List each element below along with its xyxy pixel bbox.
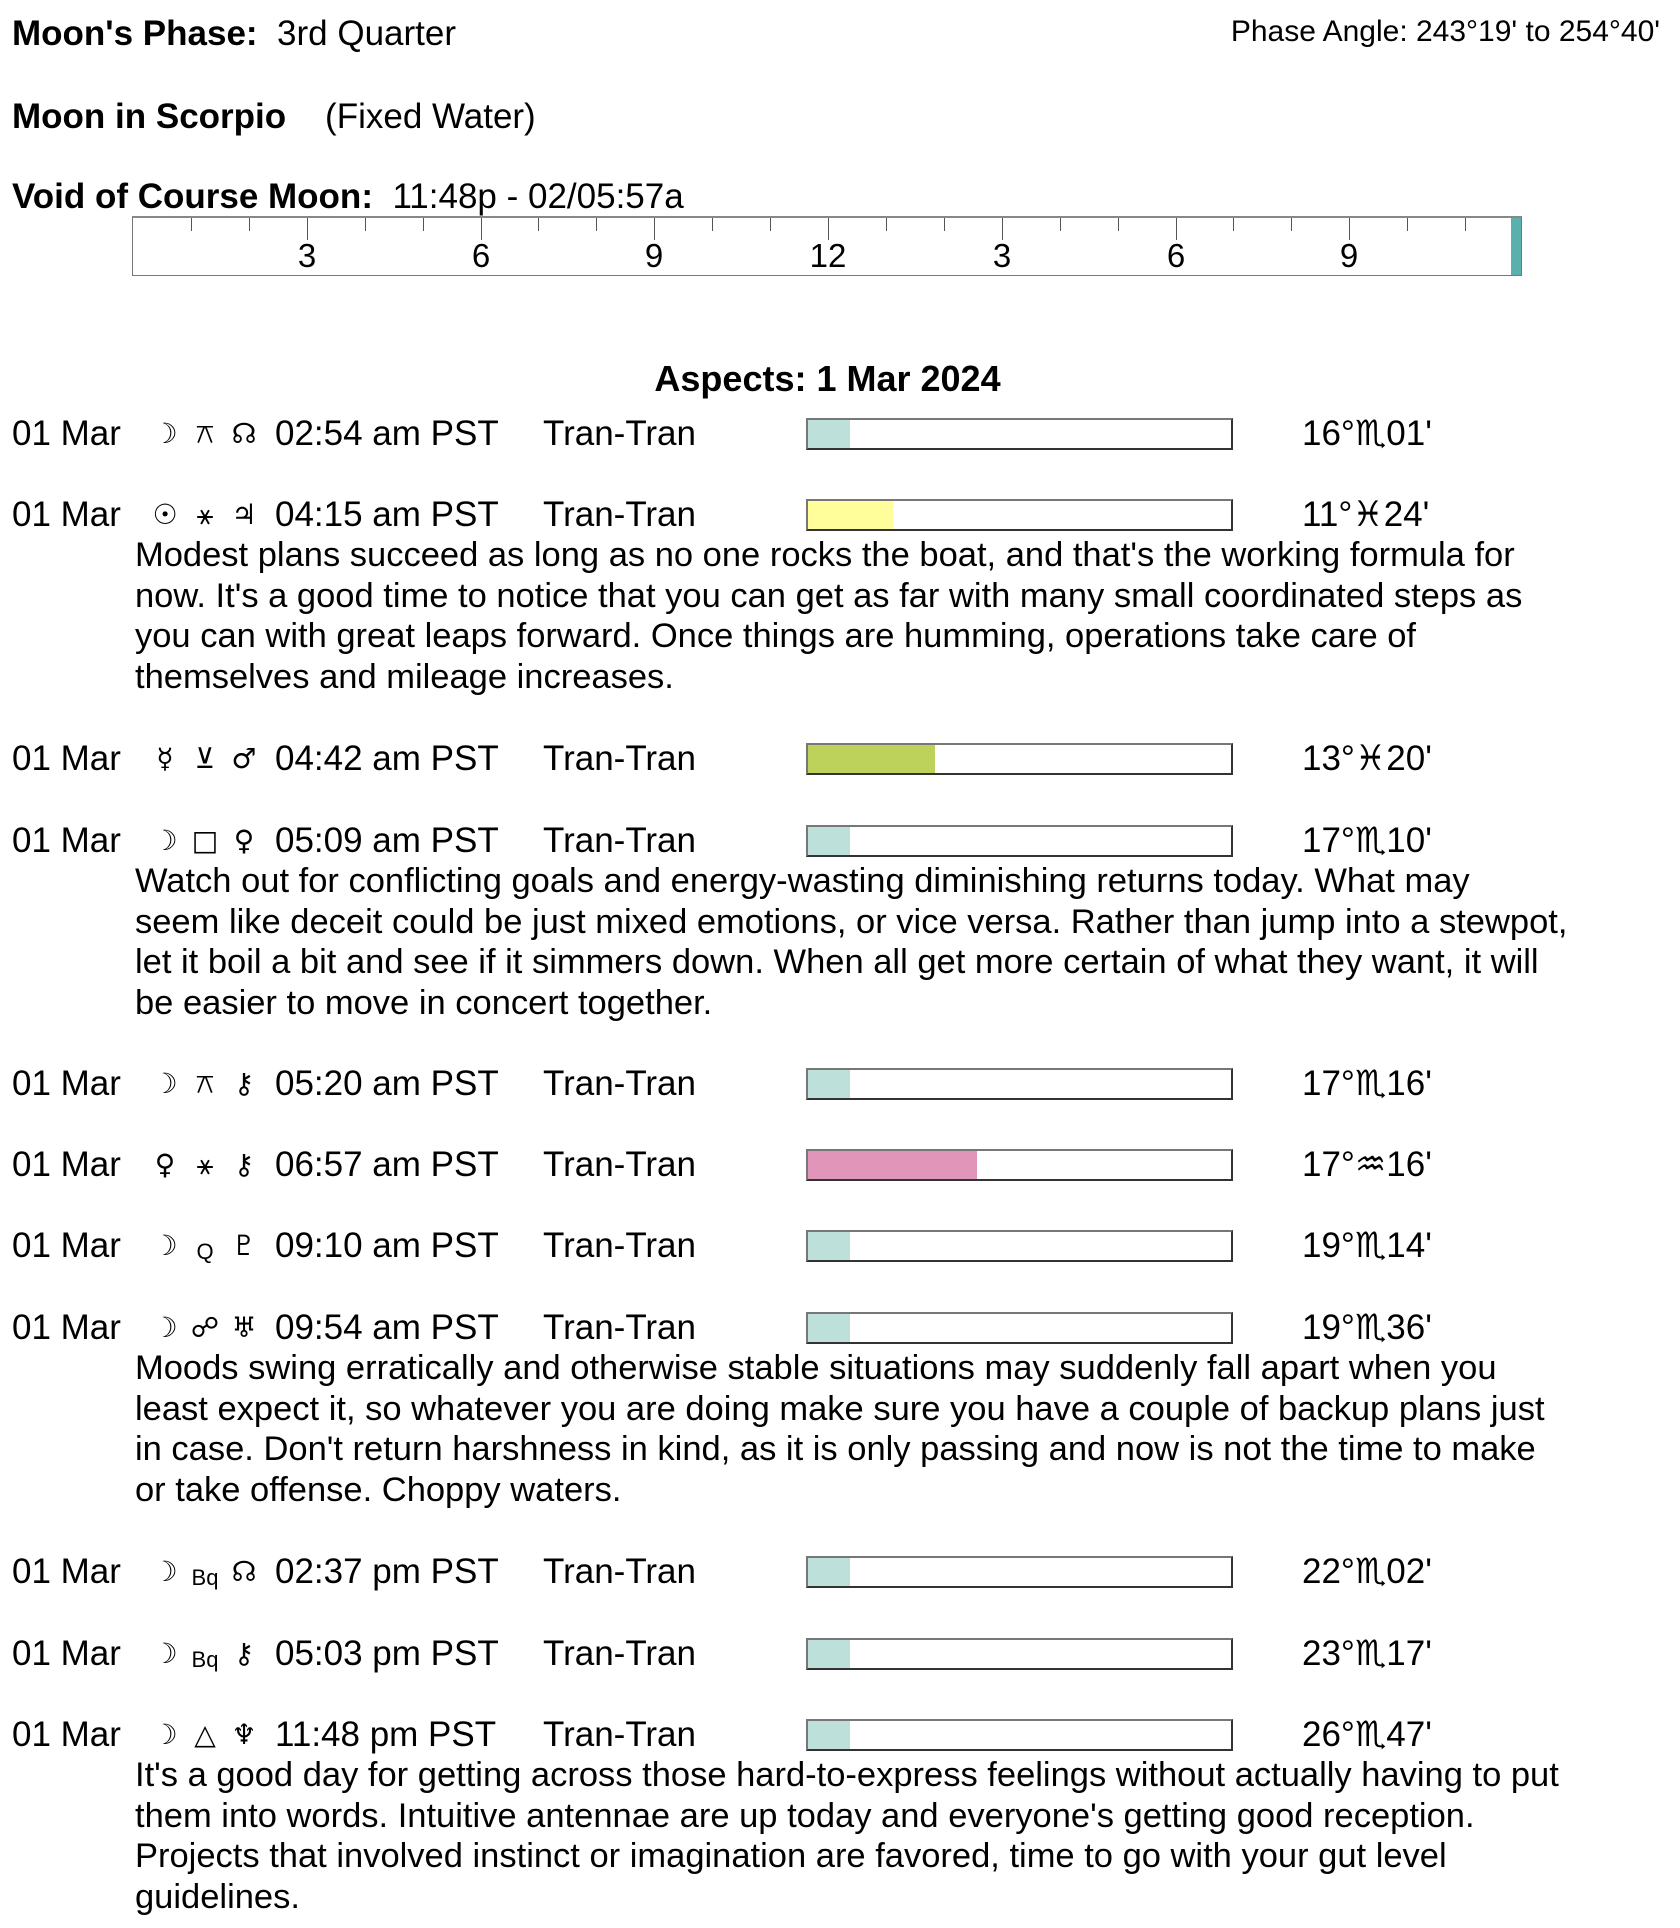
aspect-type: Tran-Tran [543, 414, 696, 453]
aspect-time: 09:10 am PST [275, 1226, 499, 1265]
aspect-time: 02:54 am PST [275, 414, 499, 453]
timeline-tick [770, 218, 771, 231]
phase-angle: Phase Angle: 243°19' to 254°40' [1230, 15, 1660, 48]
moon-phase-value: 3rd Quarter [277, 14, 457, 53]
strength-bar [806, 499, 1233, 531]
aspect-position: 17°♏10' [1302, 821, 1432, 860]
strength-bar [806, 1068, 1233, 1100]
voc-label: Void of Course Moon: [12, 177, 373, 216]
aspect-icon: ⚹ [196, 498, 214, 531]
planet-2-icon: ⚷ [233, 1148, 255, 1181]
planet-1-icon: ☽ [152, 417, 178, 450]
aspect-date: 01 Mar [12, 739, 121, 778]
aspect-position: 11°♓24' [1302, 495, 1430, 534]
aspect-time: 05:09 am PST [275, 821, 499, 860]
aspect-type: Tran-Tran [543, 1634, 696, 1673]
timeline-hour-label: 6 [1166, 237, 1186, 274]
description-line: or take offense. Choppy waters. [135, 1471, 622, 1510]
aspect-position: 26°♏47' [1302, 1715, 1432, 1754]
description-line: them into words. Intuitive antennae are up today and everyone's getting good reception. [135, 1796, 1475, 1835]
aspect-date: 01 Mar [12, 1715, 121, 1754]
aspect-position: 22°♏02' [1302, 1552, 1432, 1591]
strength-bar [806, 1719, 1233, 1751]
aspect-time: 04:15 am PST [275, 495, 499, 534]
description-line: Projects that involved instinct or imagination are favored, time to go with your gut level [135, 1837, 1447, 1876]
aspect-icon: Q [196, 1239, 214, 1264]
aspect-row [0, 414, 1680, 454]
description-line: guidelines. [135, 1878, 300, 1917]
aspect-row [0, 1308, 1680, 1348]
strength-bar-fill [808, 745, 935, 773]
timeline-tick [944, 218, 945, 231]
aspect-position: 17°♒16' [1302, 1145, 1432, 1184]
planet-1-icon: ☽ [152, 1067, 178, 1100]
aspect-row [0, 1552, 1680, 1592]
timeline-hour-label: 9 [644, 237, 664, 274]
timeline-hour-label: 3 [297, 237, 317, 274]
description-line: Moods swing erratically and otherwise stable situations may suddenly fall apart when you [135, 1349, 1497, 1387]
aspect-time: 11:48 pm PST [275, 1715, 497, 1754]
timeline-hour-label: 3 [992, 237, 1012, 274]
aspect-type: Tran-Tran [543, 1308, 696, 1347]
aspect-row [0, 739, 1680, 779]
aspect-icon: Bq [191, 1565, 219, 1590]
timeline-hour-label: 9 [1339, 237, 1359, 274]
aspect-date: 01 Mar [12, 1308, 121, 1347]
voc-value: 11:48p - 02/05:57a [392, 177, 684, 216]
timeline-tick [423, 218, 424, 231]
aspect-position: 19°♏14' [1302, 1226, 1432, 1265]
planet-2-icon: ♃ [231, 498, 257, 531]
aspect-icon: Bq [191, 1647, 219, 1672]
voc-line [12, 177, 684, 217]
aspect-time: 05:03 pm PST [275, 1634, 499, 1673]
description-line: seem like deceit could be just mixed emotions, or vice versa. Rather than jump into a stewpot, [135, 902, 1568, 941]
planet-2-icon: ☊ [231, 1555, 257, 1588]
strength-bar [806, 1149, 1233, 1181]
voc-timeline [132, 216, 1522, 276]
timeline-tick [1118, 218, 1119, 231]
planet-1-icon: ☉ [152, 498, 178, 531]
aspect-type: Tran-Tran [543, 495, 696, 534]
aspect-icon: ☍ [190, 1311, 220, 1344]
planet-2-icon: ♂ [231, 742, 257, 775]
aspect-row [0, 1634, 1680, 1674]
description-line: themselves and mileage increases. [135, 658, 674, 697]
aspect-icon: ⊻ [194, 742, 216, 775]
description-line: It's a good day for getting across those hard-to-express feelings without actually having to put [135, 1756, 1559, 1794]
strength-bar [806, 1556, 1233, 1588]
strength-bar-fill [808, 1721, 850, 1749]
strength-bar-fill [808, 1232, 850, 1260]
aspect-row [0, 495, 1680, 535]
timeline-tick [365, 218, 366, 231]
aspect-type: Tran-Tran [543, 739, 696, 778]
aspect-row [0, 1064, 1680, 1104]
aspect-position: 17°♏16' [1302, 1064, 1432, 1103]
timeline-hour-label: 6 [471, 237, 491, 274]
aspect-type: Tran-Tran [543, 1715, 696, 1754]
planet-2-icon: ☊ [231, 417, 257, 450]
planet-1-icon: ☿ [156, 742, 174, 775]
aspect-description [135, 535, 1522, 698]
description-line: let it boil a bit and see if it simmers down. When all get more certain of what they want, it will [135, 943, 1539, 982]
aspect-date: 01 Mar [12, 1634, 121, 1673]
aspect-date: 01 Mar [12, 414, 121, 453]
aspect-description [135, 1755, 1559, 1918]
planet-2-icon: ♇ [231, 1229, 257, 1262]
aspect-position: 19°♏36' [1302, 1308, 1432, 1347]
aspect-icon: ⚻ [195, 1067, 215, 1100]
aspect-type: Tran-Tran [543, 1226, 696, 1265]
aspect-time: 06:57 am PST [275, 1145, 499, 1184]
planet-2-icon: ♅ [231, 1311, 257, 1344]
timeline-tick [596, 218, 597, 231]
planet-2-icon: ♀ [233, 824, 255, 857]
aspect-time: 04:42 am PST [275, 739, 499, 778]
aspect-row [0, 821, 1680, 861]
planet-1-icon: ☽ [152, 1555, 178, 1588]
strength-bar-fill [808, 1070, 850, 1098]
timeline-tick [1060, 218, 1061, 231]
aspect-time: 09:54 am PST [275, 1308, 499, 1347]
timeline-hour-label: 12 [809, 237, 847, 274]
planet-2-icon: ⚷ [233, 1067, 255, 1100]
strength-bar [806, 1312, 1233, 1344]
aspect-icon: △ [194, 1718, 216, 1751]
aspects-title: Aspects: 1 Mar 2024 [654, 358, 1001, 399]
strength-bar [806, 418, 1233, 450]
planet-1-icon: ☽ [152, 1637, 178, 1670]
aspect-type: Tran-Tran [543, 1064, 696, 1103]
moon-phase-line [12, 14, 456, 54]
aspect-date: 01 Mar [12, 1064, 121, 1103]
aspect-time: 02:37 pm PST [275, 1552, 499, 1591]
strength-bar [806, 743, 1233, 775]
timeline-tick [1291, 218, 1292, 231]
aspect-row [0, 1226, 1680, 1266]
strength-bar-fill [808, 827, 850, 855]
planet-1-icon: ☽ [152, 1311, 178, 1344]
description-line: Modest plans succeed as long as no one rocks the boat, and that's the working formula for [135, 536, 1515, 574]
description-line: be easier to move in concert together. [135, 984, 713, 1023]
aspect-row [0, 1145, 1680, 1185]
timeline-tick [886, 218, 887, 231]
strength-bar [806, 825, 1233, 857]
description-line: now. It's a good time to notice that you can get as far with many small coordinated steps as [135, 576, 1523, 615]
strength-bar-fill [808, 1640, 850, 1668]
moon-sign-quality: (Fixed Water) [325, 97, 536, 136]
planet-1-icon: ☽ [152, 1229, 178, 1262]
aspect-icon: □ [191, 824, 219, 857]
aspect-date: 01 Mar [12, 1226, 121, 1265]
timeline-tick [191, 218, 192, 231]
aspect-row [0, 1715, 1680, 1755]
timeline-tick [249, 218, 250, 231]
aspect-date: 01 Mar [12, 1552, 121, 1591]
aspect-position: 23°♏17' [1302, 1634, 1432, 1673]
planet-2-icon: ♆ [231, 1718, 257, 1751]
moon-sign-label: Moon in Scorpio [12, 97, 287, 136]
aspect-position: 13°♓20' [1302, 739, 1432, 778]
timeline-tick [1407, 218, 1408, 231]
strength-bar-fill [808, 1558, 850, 1586]
strength-bar [806, 1638, 1233, 1670]
aspect-icon: ⚹ [196, 1148, 214, 1181]
planet-2-icon: ⚷ [233, 1637, 255, 1670]
planet-1-icon: ♀ [154, 1148, 176, 1181]
strength-bar-fill [808, 1314, 850, 1342]
aspect-date: 01 Mar [12, 495, 121, 534]
timeline-tick [538, 218, 539, 231]
description-line: least expect it, so whatever you are doing make sure you have a couple of backup plans just [135, 1389, 1545, 1428]
moon-sign-line [12, 97, 536, 137]
timeline-tick [712, 218, 713, 231]
aspect-date: 01 Mar [12, 821, 121, 860]
timeline-tick [1233, 218, 1234, 231]
aspect-description [135, 861, 1567, 1024]
aspect-time: 05:20 am PST [275, 1064, 499, 1103]
aspect-type: Tran-Tran [543, 1145, 696, 1184]
aspect-type: Tran-Tran [543, 1552, 696, 1591]
aspect-position: 16°♏01' [1302, 414, 1432, 453]
aspect-type: Tran-Tran [543, 821, 696, 860]
strength-bar [806, 1230, 1233, 1262]
aspect-date: 01 Mar [12, 1145, 121, 1184]
planet-1-icon: ☽ [152, 824, 178, 857]
aspect-icon: ⚻ [195, 417, 215, 450]
strength-bar-fill [808, 420, 850, 448]
description-line: in case. Don't return harshness in kind, as it is only passing and now is not the time to make [135, 1430, 1536, 1469]
moon-phase-label: Moon's Phase: [12, 14, 258, 53]
strength-bar-fill [808, 1151, 977, 1179]
voc-period-fill [1511, 218, 1521, 275]
description-line: Watch out for conflicting goals and energy-wasting diminishing returns today. What may [135, 862, 1470, 900]
aspect-description [135, 1348, 1545, 1511]
description-line: you can with great leaps forward. Once things are humming, operations take care of [135, 617, 1417, 656]
strength-bar-fill [808, 501, 893, 529]
timeline-tick [1465, 218, 1466, 231]
planet-1-icon: ☽ [152, 1718, 178, 1751]
